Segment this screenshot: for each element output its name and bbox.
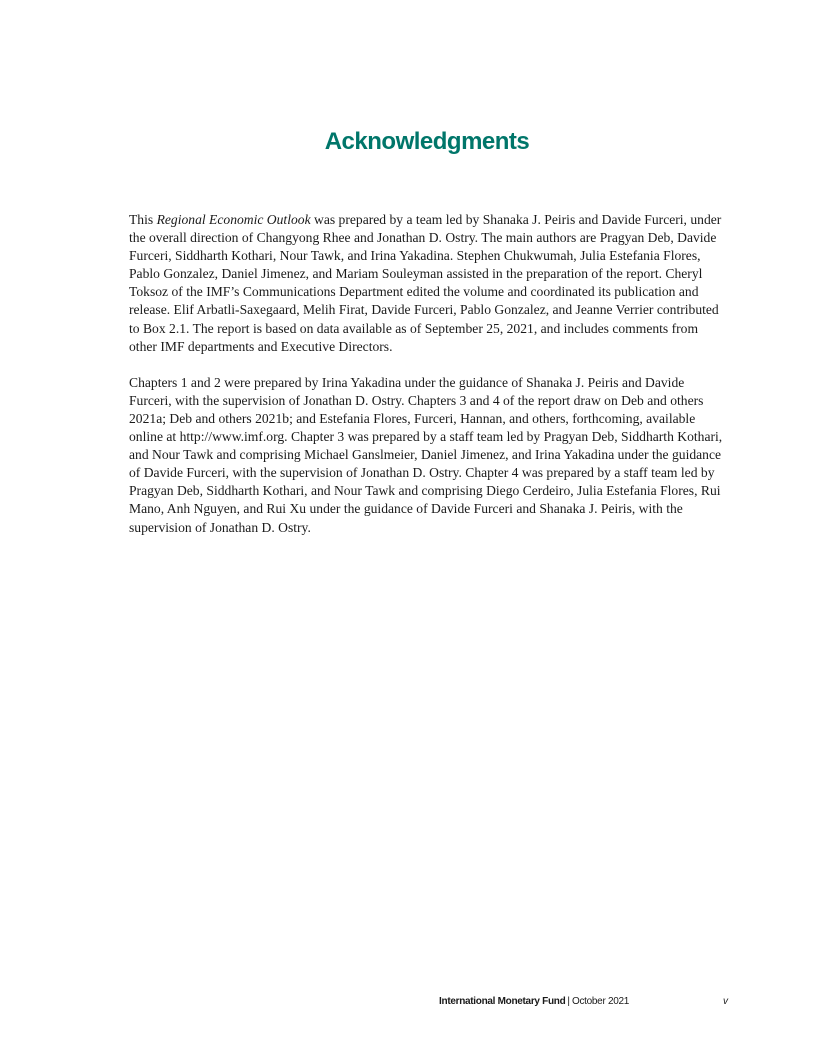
footer-publisher <box>439 996 629 1007</box>
page-title: Acknowledgments <box>324 128 530 155</box>
paragraph-text: was prepared by a team led by Shanaka J. Peiris and Davide Furceri, under the overall direction of Changyong Rhee and Jonathan D. Ostry. The main authors are Pragyan Deb, Davide Furceri, Siddharth Kothari, Nour Tawk, and Irina Yakadina. Stephen Chukwumah, Julia Estefania Flores, Pablo Gonzalez, Daniel Jimenez, and Mariam Souleyman assisted in the preparation of the report. Cheryl Toksoz of the IMF’s Communications Department edited the volume and coordinated its publication and release. Elif Arbatli-Saxegaard, Melih Firat, Davide Furceri, Pablo Gonzalez, and Jeanne Verrier contributed to Box 2.1. The report is based on data available as of September 25, 2021, and includes comments from other IMF departments and Executive Directors. <box>129 212 722 354</box>
footer-separator: | <box>567 996 570 1007</box>
acknowledgment-paragraph-1 <box>129 211 727 356</box>
acknowledgment-paragraph-2: Chapters 1 and 2 were prepared by Irina Yakadina under the guidance of Shanaka J. Peiris and Davide Furceri, with the supervision of Jonathan D. Ostry. Chapters 3 and 4 of the report draw on Deb and others 2021a; Deb and others 2021b; and Estefania Flores, Furceri, Hannan, and others, forthcoming, available online at http://www.imf.org. Chapter 3 was prepared by a staff team led by Pragyan Deb, Siddharth Kothari, and Nour Tawk and comprising Michael Ganslmeier, Daniel Jimenez, and Irina Yakadina under the guidance of Davide Furceri, with the supervision of Jonathan D. Ostry. Chapter 4 was prepared by a staff team led by Pragyan Deb, Siddharth Kothari, and Nour Tawk and comprising Diego Cerdeiro, Julia Estefania Flores, Rui Mano, Anh Nguyen, and Rui Xu under the guidance of Davide Furceri and Shanaka J. Peiris, with the supervision of Jonathan D. Ostry. <box>129 374 723 535</box>
footer-date: October 2021 <box>572 996 629 1007</box>
report-title: Regional Economic Outlook <box>156 212 311 227</box>
page-number: v <box>723 996 728 1007</box>
body-text <box>129 211 727 555</box>
paragraph-intro: This <box>129 212 157 227</box>
footer-organization: International Monetary Fund <box>439 996 566 1007</box>
